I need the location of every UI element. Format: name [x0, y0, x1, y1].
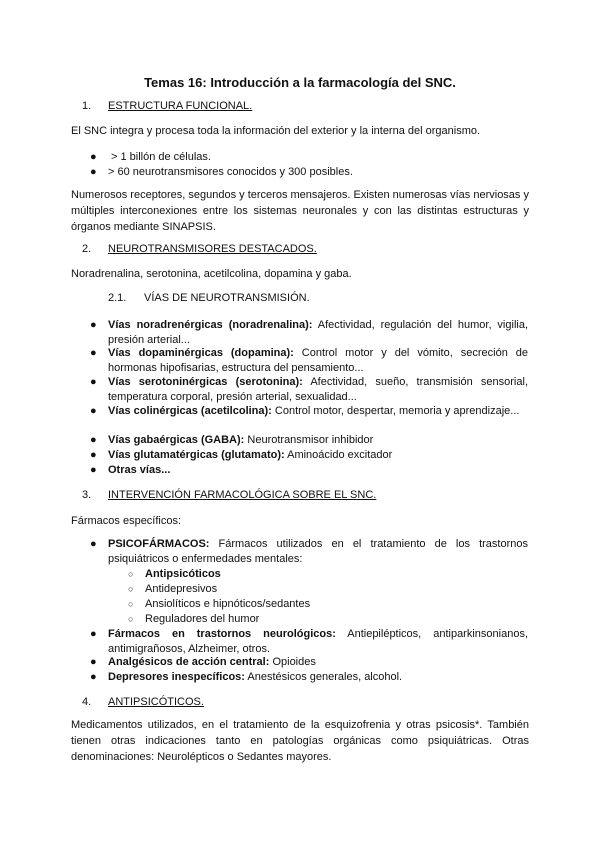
section-label: ANTIPSICÓTICOS.: [108, 696, 204, 708]
list-item-text: Vías glutamatérgicas (glutamato): Aminoácido excitador: [108, 449, 393, 461]
bullet-icon: ●: [90, 347, 97, 359]
section-number: 1.: [82, 100, 92, 112]
section-label: INTERVENCIÓN FARMACOLÓGICA SOBRE EL SNC.: [108, 489, 377, 501]
list-item-text: Fármacos en trastornos neurológicos: Antiepilépticos, antiparkinsonianos, antimigrañosos, Alzheimer, otros.: [108, 628, 528, 655]
list-item-text: Vías noradrenérgicas (noradrenalina): Afectividad, regulación del humor, vigilia, presión arterial...: [108, 319, 529, 346]
paragraph: El SNC integra y procesa toda la información del exterior y la interna del organismo.: [71, 125, 481, 137]
section-2-heading: [82, 243, 317, 255]
bullet-icon: ●: [90, 405, 97, 417]
list-item-text: Depresores inespecíficos: Anestésicos generales, alcohol.: [108, 671, 403, 683]
sublist-item-text: Ansiolíticos e hipnóticos/sedantes: [145, 598, 311, 610]
list-item-text: Vías colinérgicas (acetilcolina): Control motor, despertar, memoria y aprendizaje...: [108, 405, 520, 417]
subsection-number: 2.1.: [108, 292, 127, 304]
sublist-item-text: Antipsicóticos: [145, 568, 221, 580]
bullet-icon: ●: [90, 166, 97, 178]
bullet-icon: ●: [90, 464, 97, 476]
subsection-label: VÍAS DE NEUROTRANSMISIÓN.: [144, 292, 310, 304]
subsection-heading: [108, 292, 310, 304]
circle-bullet-icon: ○: [128, 599, 134, 609]
paragraph: Noradrenalina, serotonina, acetilcolina, dopamina y gaba.: [71, 268, 352, 280]
list-item-text: Vías gabaérgicas (GABA): Neurotransmisor inhibidor: [108, 434, 374, 446]
bullet-icon: ●: [90, 538, 97, 550]
section-number: 4.: [82, 696, 92, 708]
list-item-text: PSICOFÁRMACOS: Fármacos utilizados en el tratamiento de los trastornos psiquiátricos o enfermedades mentales:: [108, 538, 528, 565]
section-number: 3.: [82, 489, 92, 501]
bullet-icon: ●: [90, 376, 97, 388]
section-label: NEUROTRANSMISORES DESTACADOS.: [108, 243, 317, 255]
bullet-icon: ●: [90, 151, 97, 163]
section-1-heading: [82, 100, 252, 112]
section-number: 2.: [82, 243, 92, 255]
circle-bullet-icon: ○: [128, 569, 134, 579]
circle-bullet-icon: ○: [128, 584, 134, 594]
page-title: Temas 16: Introducción a la farmacología del SNC.: [144, 75, 456, 90]
list-item-text: > 60 neurotransmisores conocidos y 300 posibles.: [108, 166, 353, 178]
sublist-item-text: Antidepresivos: [145, 583, 218, 595]
section-4-heading: [82, 696, 204, 708]
bullet-icon: ●: [90, 628, 97, 640]
section-3-heading: [82, 489, 376, 501]
bullet-icon: ●: [90, 449, 97, 461]
bullet-icon: ●: [90, 656, 97, 668]
list-item-text: > 1 billón de células.: [111, 151, 211, 163]
list-item-text: Analgésicos de acción central: Opioides: [108, 656, 316, 668]
sublist-item-text: Reguladores del humor: [145, 613, 260, 625]
list-item-text: Vías serotoninérgicas (serotonina): Afectividad, sueño, transmisión sensorial, temperatura corporal, presión arterial, sexualidad...: [108, 376, 528, 403]
bullet-icon: ●: [90, 319, 97, 331]
bullet-icon: ●: [90, 671, 97, 683]
bullet-icon: ●: [90, 434, 97, 446]
circle-bullet-icon: ○: [128, 614, 134, 624]
paragraph: Medicamentos utilizados, en el tratamiento de la esquizofrenia y otras psicosis*. También tienen otras indicaciones tanto en patologías orgánicas como psiquiátricas. Otras denominaciones: Neurolépticos o Sedantes mayores.: [71, 719, 529, 763]
paragraph: Numerosos receptores, segundos y terceros mensajeros. Existen numerosas vías nerviosas y múltiples interconexiones entre los sistemas neuronales y con las distintas estructuras y órganos mediante SINAPSIS.: [71, 189, 529, 233]
list-item-text: Vías dopaminérgicas (dopamina): Control motor y del vómito, secreción de hormonas hipofisarias, estructura del pensamiento...: [108, 347, 528, 374]
section-label: ESTRUCTURA FUNCIONAL.: [108, 100, 253, 112]
list-item-text: Otras vías...: [108, 464, 171, 476]
paragraph: Fármacos específicos:: [71, 515, 182, 527]
